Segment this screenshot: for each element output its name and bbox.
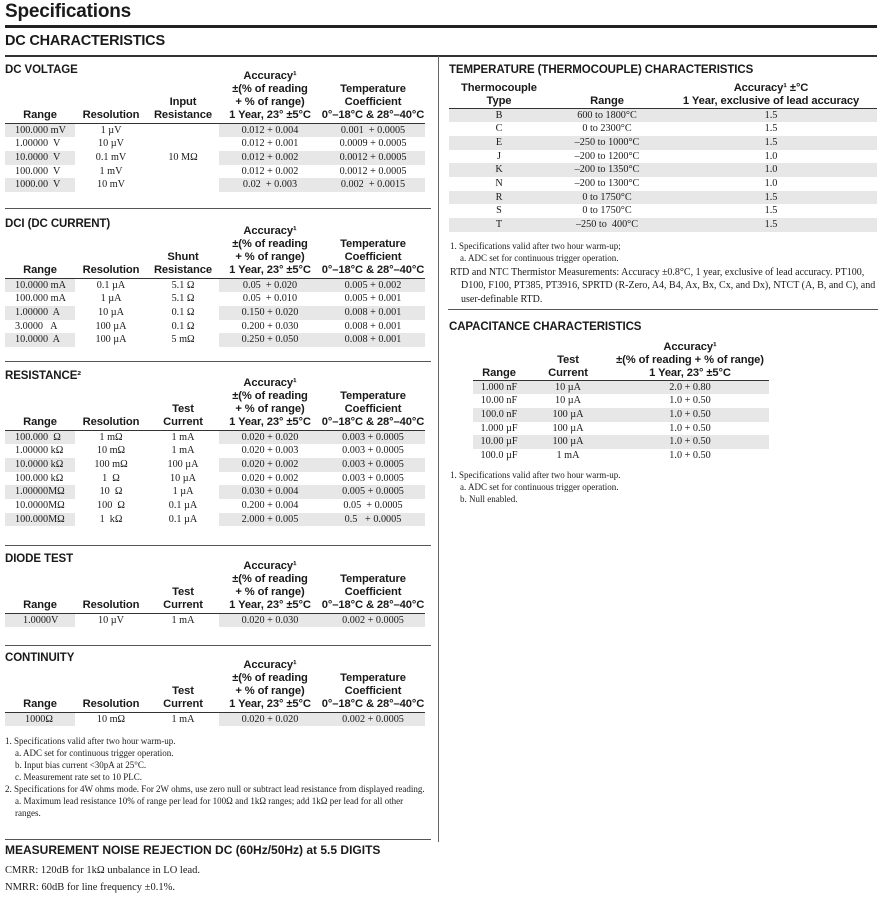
column-header: Temperature Coefficient 0°–18°C & 28°–40°C <box>321 218 425 278</box>
table-cell: 1 kΩ <box>99 513 123 525</box>
table-cell: 1000Ω <box>5 712 75 726</box>
table-row <box>449 108 877 122</box>
table-cell: 600 to 1800°C <box>549 108 665 122</box>
table-row <box>449 218 877 232</box>
table-cell: 100.000 Ω <box>5 430 75 444</box>
table-cell: 10.00 µF <box>473 435 525 449</box>
column-header: Accuracy¹ ±(% of reading + % of range) 1 Year, 23° ±5°C <box>219 652 321 712</box>
table-cell: 1.0 <box>764 178 778 190</box>
table-cell: 0.001 + 0.0005 <box>321 123 425 137</box>
column-header: Accuracy¹ ±(% of reading + % of range) 1 Year, 23° ±5°C <box>219 370 321 430</box>
table-cell: R <box>449 191 549 205</box>
table-cell: 10 µA <box>555 395 581 407</box>
table-cell: 1.000 µF <box>480 422 518 434</box>
table-cell: 1 mV <box>99 165 123 177</box>
column-divider <box>438 56 439 842</box>
table-row <box>5 613 425 627</box>
noise-rejection-body <box>5 862 200 896</box>
table-cell: 0.012 + 0.001 <box>241 138 299 150</box>
left-footnotes <box>5 735 435 819</box>
table-cell: 1 µA <box>172 486 194 498</box>
table-row <box>473 380 769 394</box>
column-header: Resolution <box>75 63 147 123</box>
table-row <box>5 306 425 320</box>
column-header: Range <box>549 80 665 108</box>
table-cell: 1.5 <box>764 205 778 217</box>
table-cell: 1.0 + 0.50 <box>611 408 769 422</box>
table-row <box>5 320 425 334</box>
header-row <box>449 80 877 108</box>
table-row <box>473 408 769 422</box>
column-header: Range <box>5 553 75 613</box>
header-row <box>5 370 425 430</box>
table-cell: 1.5 <box>665 136 877 150</box>
table-cell: 10 µA <box>98 306 124 318</box>
table-cell: 10.0000MΩ <box>15 500 65 512</box>
column-header: Resolution <box>75 652 147 712</box>
table-cell: 10.0000 A <box>5 333 75 347</box>
table-cell: 0.030 + 0.004 <box>219 485 321 499</box>
table-cell: 10 MΩ <box>168 151 198 163</box>
table-cell: 0.003 + 0.0005 <box>342 445 404 457</box>
table-cell: 0.150 + 0.020 <box>219 306 321 320</box>
table-cell: 0.05 + 0.0005 <box>343 500 403 512</box>
column-header: Accuracy¹ ±(% of reading + % of range) 1 Year, 23° ±5°C <box>219 553 321 613</box>
table-cell: 0.008 + 0.001 <box>321 306 425 320</box>
table-cell: 100 µA <box>95 334 127 346</box>
table-cell: N <box>495 178 503 190</box>
table-row <box>5 165 425 179</box>
table-cell: 0.003 + 0.0005 <box>321 430 425 444</box>
table-cell: 0.012 + 0.002 <box>219 151 321 165</box>
table-cell: 100.000MΩ <box>5 513 75 527</box>
table-cell: 0.020 + 0.030 <box>219 613 321 627</box>
table-cell: 100.000 kΩ <box>15 472 64 484</box>
column-header: Temperature Coefficient 0°–18°C & 28°–40°C <box>321 370 425 430</box>
table-cell: 0.200 + 0.004 <box>241 500 299 512</box>
table-cell: 0.005 + 0.002 <box>321 278 425 292</box>
table-cell: 1 mΩ <box>99 431 123 443</box>
column-header: Test Current <box>147 553 219 613</box>
column-header: Resolution <box>75 218 147 278</box>
table-cell: 1 µV <box>100 124 122 136</box>
table-cell: 0.005 + 0.001 <box>344 293 402 305</box>
table-row <box>449 177 877 191</box>
table-row <box>473 435 769 449</box>
table-row <box>5 472 425 486</box>
footnote: a. ADC set for continuous trigger operation. <box>460 482 619 492</box>
table-row <box>5 333 425 347</box>
column-header: Accuracy¹ ±(% of reading + % of range) 1 Year, 23° ±5°C <box>219 218 321 278</box>
table-cell: 1 mA <box>556 450 580 462</box>
footnote: 1. Specifications valid after two hour warm-up; <box>450 241 621 251</box>
divider <box>5 839 431 840</box>
table-cell: S <box>496 205 502 217</box>
table-row <box>5 137 425 151</box>
divider <box>448 309 878 310</box>
table-cell: 1.5 <box>665 108 877 122</box>
continuity-table <box>5 652 425 726</box>
column-header: Range <box>5 218 75 278</box>
table-cell: 0.002 + 0.0015 <box>321 178 425 192</box>
table-row <box>5 444 425 458</box>
table-cell: 1.00000 A <box>5 306 75 320</box>
table-cell: 100 µA <box>552 422 584 434</box>
footnote: c. Measurement rate set to 10 PLC. <box>15 772 142 782</box>
table-row <box>5 123 425 137</box>
table-cell: 100 µA <box>167 458 199 470</box>
table-cell: 0.200 + 0.030 <box>241 320 299 332</box>
table-cell <box>147 178 219 192</box>
table-cell: 2.0 + 0.80 <box>611 380 769 394</box>
column-header: Accuracy¹ ±(% of reading + % of range) 1 Year, 23° ±5°C <box>219 63 321 123</box>
table-cell: 0.020 + 0.002 <box>241 472 299 484</box>
table-cell: 0 to 1750°C <box>582 205 632 217</box>
resistance-title: RESISTANCE² <box>5 370 81 382</box>
rtd-text <box>450 266 878 306</box>
divider <box>5 545 431 546</box>
table-cell: –250 to 400°C <box>549 218 665 232</box>
table-cell: 0.1 Ω <box>171 320 195 332</box>
table-cell: 100 µA <box>525 435 611 449</box>
column-header: Range <box>5 370 75 430</box>
table-cell: 1 µA <box>100 293 122 305</box>
rtd-description: RTD and NTC Thermistor Measurements: Accuracy ±0.8°C, 1 year, exclusive of lead accuracy. PT100, D100, F100, PT385, PT3916, SPRTD (R-Zero, A4, B4, Ax, Bx, Cx, and Dx), NTCT (A, B, and C), and user-definable RTD. <box>450 267 876 305</box>
table-cell: 1 mA <box>171 713 195 725</box>
table-cell: 100 µA <box>525 408 611 422</box>
table-row <box>473 449 769 463</box>
table-cell: 0 to 1750°C <box>549 191 665 205</box>
table-cell: K <box>449 163 549 177</box>
table-cell: 0.5 + 0.0005 <box>321 513 425 527</box>
page-title: Specifications <box>5 1 132 22</box>
table-cell: 1.00000 kΩ <box>15 445 64 457</box>
dc-current-table <box>5 218 425 347</box>
table-cell: 5.1 Ω <box>171 279 195 291</box>
table-cell: 0.020 + 0.003 <box>241 445 299 457</box>
divider <box>5 208 431 209</box>
table-cell: 10 µA <box>170 472 196 484</box>
header-row <box>5 218 425 278</box>
table-cell: 10.0000 mA <box>5 278 75 292</box>
capacitance-table <box>473 338 769 463</box>
table-cell: –250 to 1000°C <box>549 136 665 150</box>
table-cell: 1.00000MΩ <box>5 485 75 499</box>
header-row <box>5 553 425 613</box>
table-row <box>5 458 425 472</box>
noise-rejection-title: MEASUREMENT NOISE REJECTION DC (60Hz/50Hz) at 5.5 DIGITS <box>5 843 381 857</box>
column-header: Range <box>5 63 75 123</box>
thermocouple-table <box>449 80 877 232</box>
table-cell: 1 mA <box>171 431 195 443</box>
table-cell: 1 Ω <box>102 472 120 484</box>
table-cell: 0.002 + 0.0005 <box>321 712 425 726</box>
column-header: Resolution <box>75 370 147 430</box>
column-header: Test Current <box>525 338 611 380</box>
table-row <box>449 191 877 205</box>
nmrr-text: NMRR: 60dB for line frequency ±0.1%. <box>5 882 175 893</box>
footnote: a. ADC set for continuous trigger operation. <box>15 748 174 758</box>
table-cell: –200 to 1350°C <box>549 163 665 177</box>
table-cell: E <box>449 136 549 150</box>
table-cell: 0.0012 + 0.0005 <box>321 151 425 165</box>
column-header: Thermocouple Type <box>449 80 549 108</box>
table-cell: 1.0000V <box>5 613 75 627</box>
header-row <box>5 652 425 712</box>
table-cell: 0.012 + 0.002 <box>241 165 299 177</box>
resistance-table <box>5 370 425 526</box>
table-cell: 2.000 + 0.005 <box>219 513 321 527</box>
table-cell: 10 mΩ <box>96 713 126 725</box>
table-cell: 1.0 <box>665 163 877 177</box>
table-cell: 100.0 µF <box>480 450 518 462</box>
column-header: Test Current <box>147 652 219 712</box>
footnote: 1. Specifications valid after two hour warm-up. <box>5 736 176 746</box>
column-header: Temperature Coefficient 0°–18°C & 28°–40°C <box>321 63 425 123</box>
table-cell: 10.00 nF <box>480 395 518 407</box>
footnote: a. ADC set for continuous trigger operation. <box>460 253 619 263</box>
table-cell: 1.5 <box>665 218 877 232</box>
table-cell <box>147 137 219 151</box>
table-cell: 10 µV <box>98 138 124 150</box>
column-header: Accuracy¹ ±°C 1 Year, exclusive of lead accuracy <box>665 80 877 108</box>
table-cell: 100.000 V <box>15 165 61 177</box>
heading-rule <box>5 55 877 57</box>
column-header: Temperature Coefficient 0°–18°C & 28°–40°C <box>321 652 425 712</box>
table-cell: 0.020 + 0.020 <box>219 430 321 444</box>
table-cell: 1000.00 V <box>5 178 75 192</box>
table-cell: 0.0012 + 0.0005 <box>339 165 407 177</box>
dc-current-title: DCI (DC CURRENT) <box>5 218 111 230</box>
table-cell: 0 to 2300°C <box>582 123 632 135</box>
table-cell: 1.5 <box>665 191 877 205</box>
table-cell: 100 Ω <box>97 500 125 512</box>
table-cell: 1 mA <box>171 614 195 626</box>
column-header: Resolution <box>75 553 147 613</box>
column-header: Range <box>5 652 75 712</box>
table-cell: 100.000 mV <box>5 123 75 137</box>
table-cell: 0.020 + 0.020 <box>219 712 321 726</box>
diode-test-table <box>5 553 425 627</box>
header-row <box>5 63 425 123</box>
table-cell: 1.0 + 0.50 <box>669 450 711 462</box>
table-cell: 0.020 + 0.002 <box>219 458 321 472</box>
table-row <box>5 178 425 192</box>
table-cell: 1.0 + 0.50 <box>669 422 711 434</box>
table-cell: 10 Ω <box>99 486 123 498</box>
dc-voltage-table <box>5 63 425 192</box>
table-cell: 0.05 + 0.010 <box>242 293 298 305</box>
table-cell <box>147 123 219 137</box>
table-row <box>5 292 425 306</box>
table-row <box>449 163 877 177</box>
table-cell: 10 mV <box>96 179 125 191</box>
column-header: Test Current <box>147 370 219 430</box>
table-cell: 3.0000 A <box>15 320 58 332</box>
table-cell: 1.0 + 0.50 <box>611 435 769 449</box>
footnote: b. Input bias current <30pA at 25°C. <box>15 760 147 770</box>
table-row <box>5 712 425 726</box>
table-cell: 5.1 Ω <box>171 293 195 305</box>
table-cell: 100 µA <box>95 320 127 332</box>
column-header: Shunt Resistance <box>147 218 219 278</box>
table-row <box>5 485 425 499</box>
dc-voltage-title: DC VOLTAGE <box>5 64 78 76</box>
divider <box>5 361 431 362</box>
table-cell: 1.5 <box>764 123 778 135</box>
thermocouple-title: TEMPERATURE (THERMOCOUPLE) CHARACTERISTICS <box>449 64 754 76</box>
footnote: b. Null enabled. <box>460 494 518 504</box>
column-header: Input Resistance <box>147 63 219 123</box>
title-rule <box>5 25 877 28</box>
table-cell: 100.0 nF <box>473 408 525 422</box>
table-cell: –200 to 1200°C <box>574 150 640 162</box>
table-cell: 0.1 mV <box>95 151 127 163</box>
table-cell: 10 µA <box>525 380 611 394</box>
table-cell: 0.003 + 0.0005 <box>321 458 425 472</box>
table-cell: 0.05 + 0.020 <box>219 278 321 292</box>
table-row <box>5 499 425 513</box>
table-cell: 0.0009 + 0.0005 <box>339 138 407 150</box>
table-cell: 0.012 + 0.004 <box>219 123 321 137</box>
capacitance-title: CAPACITANCE CHARACTERISTICS <box>449 321 642 333</box>
table-cell: J <box>497 150 501 162</box>
table-cell: 5 mΩ <box>171 334 195 346</box>
table-cell: 0.1 µA <box>168 500 198 512</box>
table-cell: 0.1 µA <box>168 513 198 525</box>
table-cell: 0.02 + 0.003 <box>219 178 321 192</box>
column-header: Temperature Coefficient 0°–18°C & 28°–40°C <box>321 553 425 613</box>
table-cell: 10 µV <box>98 614 124 626</box>
footnote: 2. Specifications for 4W ohms mode. For 2W ohms, use zero null or subtract lead resistance from displayed reading. <box>5 784 425 794</box>
thermocouple-footnotes <box>450 240 878 264</box>
table-cell: 1.0 + 0.50 <box>669 395 711 407</box>
table-cell: 0.008 + 0.001 <box>321 333 425 347</box>
table-cell <box>147 165 219 179</box>
footnote: a. Maximum lead resistance 10% of range per lead for 100Ω and 1kΩ ranges; add 1kΩ per lead for all other ranges. <box>15 796 404 818</box>
table-cell: 1.00000 V <box>15 138 61 150</box>
table-cell: 10 mΩ <box>96 445 126 457</box>
column-header: Range <box>473 338 525 380</box>
table-cell: T <box>449 218 549 232</box>
cmrr-text: CMRR: 120dB for 1kΩ unbalance in LO lead. <box>5 865 201 876</box>
table-row <box>5 278 425 292</box>
table-cell: 1 mA <box>171 445 195 457</box>
table-cell: 10.0000 kΩ <box>5 458 75 472</box>
table-cell: 0.008 + 0.001 <box>344 320 402 332</box>
section-heading: DC CHARACTERISTICS <box>5 33 165 49</box>
header-row <box>473 338 769 380</box>
table-row <box>449 204 877 218</box>
diode-test-title: DIODE TEST <box>5 553 74 565</box>
table-row <box>5 430 425 444</box>
continuity-title: CONTINUITY <box>5 652 75 664</box>
table-cell: 0.1 Ω <box>171 306 195 318</box>
table-cell: C <box>495 123 503 135</box>
table-row <box>5 513 425 527</box>
table-cell: 10.0000 V <box>5 151 75 165</box>
table-row <box>449 136 877 150</box>
table-cell: 0.003 + 0.0005 <box>342 472 404 484</box>
table-row <box>449 122 877 136</box>
table-row <box>5 151 425 165</box>
table-cell: 0.002 + 0.0005 <box>321 613 425 627</box>
table-cell: –200 to 1300°C <box>574 178 640 190</box>
divider <box>5 645 431 646</box>
table-row <box>473 422 769 436</box>
table-cell: B <box>449 108 549 122</box>
table-cell: 0.005 + 0.0005 <box>321 485 425 499</box>
table-cell: 1.0 <box>764 150 778 162</box>
table-cell: 1.000 nF <box>473 380 525 394</box>
table-cell: 0.250 + 0.050 <box>219 333 321 347</box>
capacitance-footnotes <box>450 469 878 505</box>
table-cell: 0.1 µA <box>96 279 126 291</box>
table-cell: 100.000 mA <box>15 293 66 305</box>
footnote: 1. Specifications valid after two hour warm-up. <box>450 470 621 480</box>
table-cell: 100 mΩ <box>94 458 128 470</box>
table-row <box>473 394 769 408</box>
table-row <box>449 150 877 164</box>
column-header: Accuracy¹ ±(% of reading + % of range) 1 Year, 23° ±5°C <box>611 338 769 380</box>
